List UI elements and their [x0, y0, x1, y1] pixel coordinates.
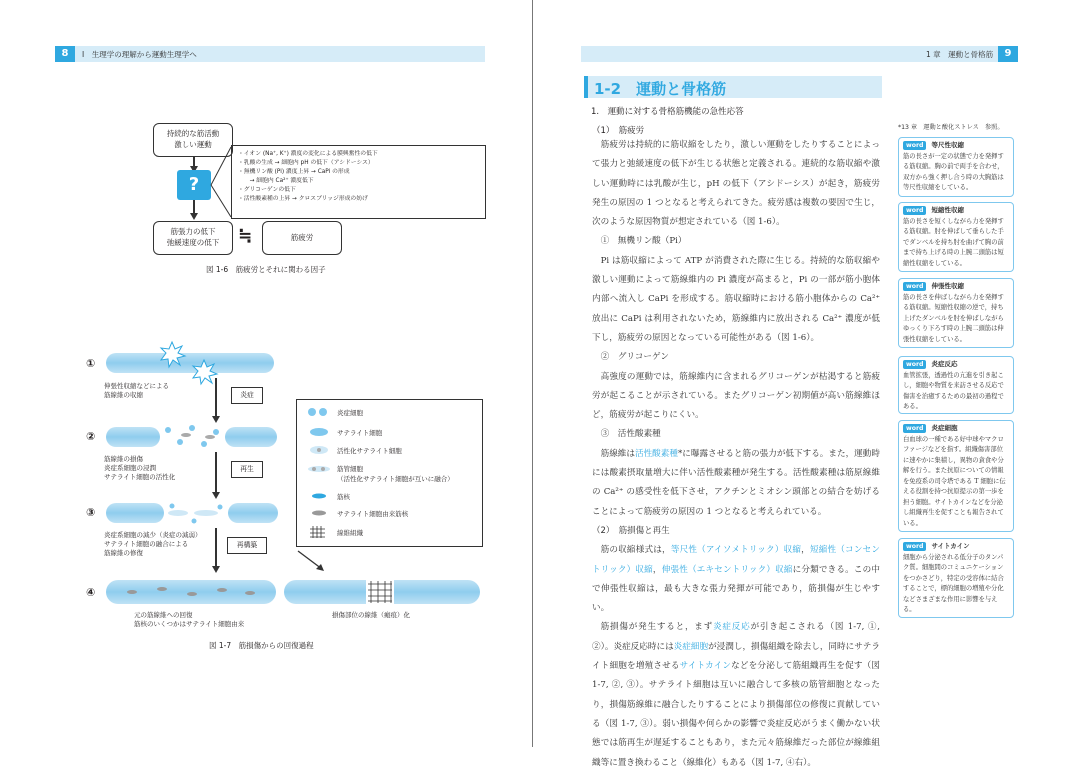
- word-box: [898, 202, 1014, 272]
- arrow-diagonal-icon: [296, 549, 328, 573]
- myonucleus-swatch: [307, 491, 331, 501]
- stage3-label: [104, 531, 202, 558]
- factor-item: → 細胞内 Ca²⁺ 濃度低下: [238, 178, 314, 184]
- factor-list: [231, 145, 486, 219]
- word-badge: word: [903, 141, 926, 150]
- arrow-line: [215, 528, 217, 568]
- step-remodeling: 再構築: [227, 537, 267, 554]
- paragraph: Pi は筋収縮によって ATP が消費された際に生じる。持続的な筋収縮や激しい運動によって筋線維内の Pi 濃度が高まると，Pi の一部が筋小胞体内部へ流入し CaPi を形成する。筋収縮時における筋小胞体からの Ca²⁺ 放出に CaPi は利用されないため，筋線維内に放出される Ca²⁺ 濃度が低下し，筋疲労の原因となっている可能性がある（図 1-6）。: [592, 255, 880, 343]
- factor-item: ・活性酸素種の上昇 → クロスブリッジ形成の妨げ: [238, 196, 368, 202]
- word-text: 筋の長さが一定の状態で力を発揮する筋収縮。胸の前で両手を合わせ，双方から強く押し合う時の大胸筋は等尺性収縮をしている。: [903, 152, 1004, 191]
- paragraph: 高強度の運動では，筋線維内に含まれるグリコーゲンが枯渇すると筋疲労が起こることが示されている。またグリコーゲン初期値が高い筋線維ほど，筋疲労が起こりにくい。: [592, 371, 880, 421]
- keyword-link[interactable]: 短縮性（コンセントリック）収縮: [592, 545, 880, 575]
- word-box: [898, 356, 1014, 414]
- factor-connector: [211, 145, 233, 219]
- fig16-bottom-line2: 弛緩速度の低下: [166, 238, 220, 247]
- arrow-line: [215, 378, 217, 418]
- step-regeneration: 再生: [231, 461, 263, 478]
- list-item: ② グリコーゲン: [600, 352, 670, 363]
- page-number: 9: [998, 46, 1018, 62]
- stage4-line: 筋核のいくつかはサテライト細胞由来: [134, 620, 245, 628]
- stage1-label: [104, 382, 169, 400]
- word-box: [898, 278, 1014, 348]
- word-title: サイトカイン: [931, 542, 970, 550]
- keyword-link[interactable]: 炎症細胞: [673, 641, 709, 652]
- word-box: [898, 420, 1014, 532]
- factor-item: ・グリコーゲンの低下: [238, 187, 296, 193]
- running-head: 1 章 運動と骨格筋: [926, 50, 994, 59]
- word-badge: word: [903, 282, 926, 291]
- stage4-line: 元の筋線維への回復: [134, 611, 193, 619]
- stage1-line: 筋線維の収縮: [104, 391, 143, 399]
- word-badge: word: [903, 542, 926, 551]
- muscle-fiber-3a: [106, 503, 164, 523]
- stage1-line: 伸張性収縮などによる: [104, 382, 169, 390]
- muscle-fiber-2b: [225, 427, 277, 447]
- arrow-line: [215, 452, 217, 494]
- paragraph: [592, 618, 880, 772]
- word-title: 炎症反応: [931, 360, 958, 368]
- text-run: 筋損傷が発生すると，まず: [600, 622, 714, 633]
- fatigue-box: 筋疲労: [262, 221, 342, 255]
- stage2-label: [104, 455, 175, 482]
- legend-item: 線維組織: [337, 529, 363, 537]
- fig17-caption: 図 1-7 筋損傷からの回復過程: [209, 641, 314, 650]
- stage2-line: 筋線維の損傷: [104, 455, 143, 463]
- legend-item: （活性化サテライト細胞が互いに融合）: [337, 475, 454, 483]
- stage4-label: [134, 611, 244, 629]
- text-run: に分類できる。この中で伸張性収縮は，最も大きな張力発揮が可能であり，筋損傷が生じやすい。: [592, 564, 880, 614]
- paragraph: 筋疲労は持続的に筋収縮をしたり，激しい運動をしたりすることによって張力と弛緩速度の低下が生じる状態と定義される。連続的な筋収縮や激しい運動時には乳酸が生じ，pH の低下（アシドーシス）が起き，筋疲労発生の原因の 1 つとなると考えられてきた。疲労感は複数の要因で生じ，次のような原因物質が想定されている（図 1-6）。: [592, 140, 880, 228]
- satellite-nucleus-swatch: [307, 508, 331, 518]
- fig16-caption: 図 1-6 筋疲労とそれに関わる因子: [206, 265, 326, 274]
- text-run: *に曝露させると筋の張力が低下する。また，運動時には酸素摂取量増大に伴い活性酸素種が発生する。活性酸素種は筋原線維の Ca²⁺ の感受性を低下させ，アクチンとミオシン頭部との結合を妨げることによって筋疲労の原因の 1 つとなると考えられている。: [592, 448, 880, 517]
- fig16-top-line2: 激しい運動: [174, 140, 212, 149]
- inflammatory-cells-icon: [160, 420, 226, 454]
- subsubsection-damage: （2） 筋損傷と再生: [592, 525, 670, 536]
- subsection-heading: 1. 運動に対する骨格筋機能の急性応答: [591, 107, 744, 117]
- legend-item: 炎症細胞: [337, 409, 363, 417]
- muscle-fiber-3b: [228, 503, 278, 523]
- stage-number-1: ①: [86, 357, 96, 370]
- legend-item: サテライト細胞由来筋核: [337, 510, 409, 518]
- stage3-line: 炎症系細胞の減少（炎症の減弱）: [104, 531, 202, 539]
- stage2-line: サテライト細胞の活性化: [104, 473, 176, 481]
- text-run: が浸潤し，損傷組織を除去し，同時にサテライト細胞を増殖させる: [592, 641, 880, 672]
- keyword-link[interactable]: 活性酸素種: [634, 448, 678, 459]
- myotube-swatch: [307, 463, 331, 475]
- paragraph: [592, 541, 880, 618]
- fig16-top-line1: 持続的な筋活動: [166, 129, 220, 138]
- word-title: 等尺性収縮: [931, 141, 964, 149]
- word-text: 細胞から分泌される低分子のタンパク質。細胞間のコミュニケーションをつかさどり，特定の受容体に結合することで，標的細胞の増殖や分化などさまざまな作用に影響を与える。: [903, 553, 1004, 613]
- activated-satellite-swatch: [307, 444, 331, 456]
- muscle-fiber-2a: [106, 427, 160, 447]
- text-run: 筋の収縮様式は，: [600, 545, 671, 556]
- word-title: 短縮性収縮: [931, 206, 964, 214]
- word-text: 白血球の一種である好中球やマクロファージなどを指す。組織傷害部位に速やかに集積し，異物の貪食や分解を行う。また抗原についての情報を免疫系の司令塔である T 細胞に伝える役割を持つ抗原提示の第一歩を担う細胞。サイトカインなどを分泌し組織再生を促すことも報告されている。: [903, 435, 1006, 527]
- subsubsection-fatigue: （1） 筋疲労: [592, 126, 645, 136]
- page-number: 8: [55, 46, 75, 62]
- stage3-line: 筋線維の修復: [104, 549, 143, 557]
- fig16-bottom-line1: 筋張力の低下: [170, 227, 216, 236]
- section-title-bar: [584, 76, 882, 98]
- footnote: *13 章 運動と酸化ストレス 参照。: [898, 124, 1004, 131]
- word-title: 炎症細胞: [931, 424, 958, 432]
- arrow-down-icon: [212, 566, 220, 573]
- body-text: [592, 136, 880, 773]
- left-page: [0, 0, 533, 747]
- keyword-link[interactable]: 伸張性（エキセントリック）収縮: [661, 564, 793, 575]
- keyword-link[interactable]: サイトカイン: [679, 661, 732, 672]
- legend-item: 活性化サテライト細胞: [337, 447, 402, 455]
- list-item: ① 無機リン酸（Pi）: [600, 236, 687, 247]
- word-box: [898, 137, 1014, 197]
- keyword-link[interactable]: 等尺性（アイソメトリック）収縮: [670, 545, 802, 556]
- text-run: ，: [652, 564, 662, 575]
- satellite-cell-swatch: [307, 426, 331, 438]
- text-run: などを分泌して筋組織再生を促す（図 1-7, ②, ③）。サテライト細胞は互いに融合して多核の筋管細胞となったり，損傷筋線維に融合したりすることにより損傷部位の修復に貢献している（図 1-7, ③）。弱い損傷や何らかの影響で炎症反応がうまく働かない状態では筋再生が遅延することもあり，また元々筋線維だった部位が線維組織等に置き換わること（線維化）もある（図 1-7, ④右）。: [592, 661, 880, 768]
- word-badge: word: [903, 360, 926, 369]
- fibrous-tissue-swatch: [307, 524, 331, 540]
- word-box: [898, 538, 1014, 618]
- question-box: ?: [177, 170, 211, 200]
- stage2-line: 炎症系細胞の浸潤: [104, 464, 156, 472]
- fig16-bottom-box: [153, 221, 233, 255]
- legend-item: サテライト細胞: [337, 429, 383, 437]
- factor-item: ・無機リン酸 (Pi) 濃度上昇 → CaPi の形成: [238, 169, 350, 175]
- running-head: Ⅰ 生理学の理解から運動生理学へ: [82, 50, 197, 59]
- text-run: ，: [801, 545, 810, 556]
- fibrosis-mesh-icon: [366, 580, 394, 604]
- text-run: 筋線維は: [600, 448, 635, 459]
- factor-item: ・乳酸の生成 → 細胞内 pH の低下（アシドーシス）: [238, 160, 374, 166]
- factor-item: ・イオン (Na⁺, K⁺) 濃度の変化による膜興奮性の低下: [238, 151, 378, 157]
- word-text: 血管拡張，透過性の亢進を引き起こし，細胞や物質を来訪させる反応で傷害を治癒するための最初の過程である。: [903, 371, 1004, 410]
- paragraph: [592, 445, 880, 522]
- keyword-link[interactable]: 炎症反応: [713, 622, 751, 633]
- arrow-down-icon: [212, 492, 220, 499]
- fig17-legend: [296, 399, 483, 547]
- word-badge: word: [903, 424, 926, 433]
- step-inflammation: 炎症: [231, 387, 263, 404]
- legend-item: 筋管細胞: [337, 465, 363, 473]
- word-badge: word: [903, 206, 926, 215]
- word-text: 筋の長さを短くしながら力を発揮する筋収縮。肘を伸ばして垂らした手でダンベルを持ち肘を曲げて胸の前まで持ち上げる時の上腕二頭筋は短縮性収縮をしている。: [903, 217, 1004, 267]
- stage-number-2: ②: [86, 430, 96, 443]
- word-title: 伸張性収縮: [931, 282, 964, 290]
- approx-symbol: ≒: [238, 226, 253, 246]
- damage-burst-icon: [160, 340, 220, 385]
- legend-item: 筋核: [337, 493, 350, 501]
- myotube-icon: [164, 500, 228, 526]
- word-text: 筋の長さを伸ばしながら力を発揮する筋収縮。短縮性収縮の逆で，持ち上げたダンベルを肘を伸ばしながらゆっくり下ろす時の上腕二頭筋は伸張性収縮をしている。: [903, 293, 1004, 343]
- text-run: が引き起こされる（図 1-7, ①, ②）。炎症反応時には: [592, 622, 880, 652]
- myonuclei-icon: [118, 584, 268, 600]
- inflammatory-cell-swatch: [307, 406, 331, 418]
- fibrosis-label: 損傷部位の線維（瘢痕）化: [332, 611, 410, 619]
- list-item: ③ 活性酸素種: [600, 429, 661, 440]
- stage-number-3: ③: [86, 506, 96, 519]
- stage3-line: サテライト細胞の融合による: [104, 540, 189, 548]
- stage-number-4: ④: [86, 586, 96, 599]
- arrow-down-icon: [190, 213, 198, 220]
- section-title: 1-2 運動と骨格筋: [594, 80, 727, 98]
